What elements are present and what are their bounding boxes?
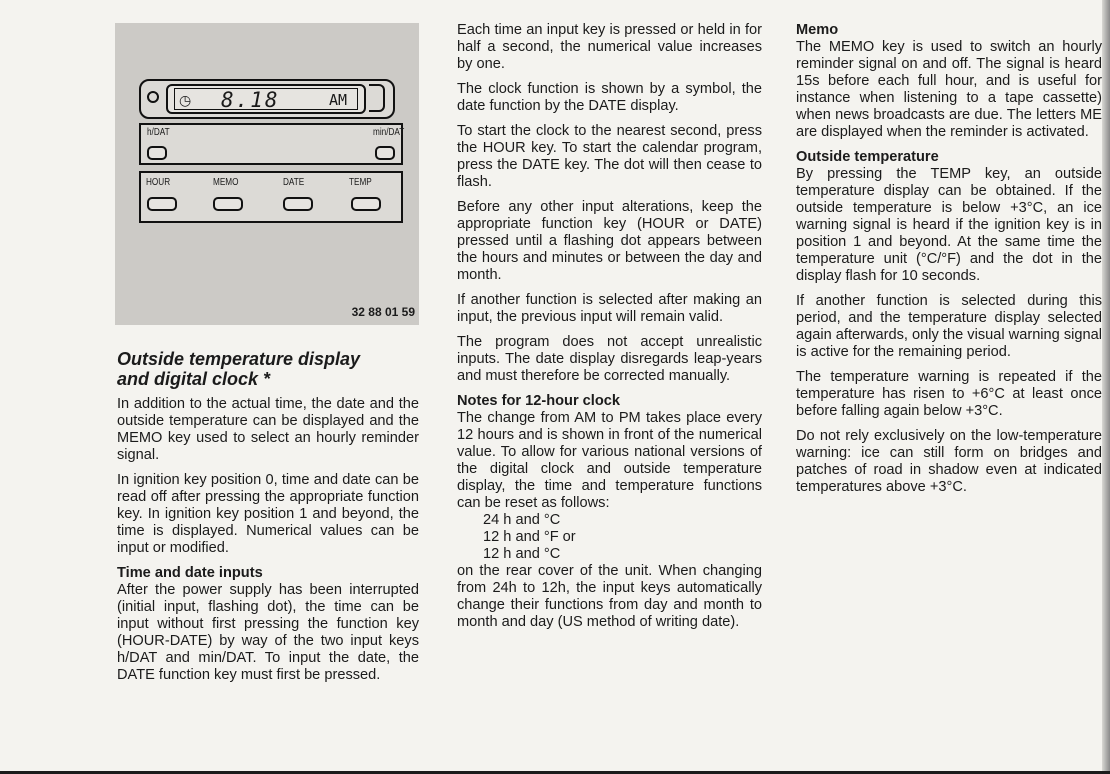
indicator-dot — [147, 91, 159, 103]
paragraph: The MEMO key is used to switch an hourly reminder signal on and off. The signal is heard 15s before each full hour, and is useful for instance when listening to a tape cassette) when news broadcasts are due. The letters ME are displayed when the reminder is activated. — [796, 39, 1102, 140]
lcd-time: 8.18 — [221, 88, 280, 112]
option: 12 h and °C — [483, 546, 561, 562]
paragraph: Do not rely exclusively on the low-temperature warning: ice can still form on bridges and patches of road in shadow even at indicated temperatures above +3°C. — [796, 428, 1102, 495]
clock-icon: ◷ — [179, 92, 192, 108]
paragraph: In ignition key position 0, time and date can be read off after pressing the appropriate function key. In ignition key position 1 and beyond, the time is displayed. Numerical values can be input or modified. — [117, 472, 419, 556]
outside-temperature-heading: Outside temperature — [796, 149, 939, 165]
memo-heading: Memo — [796, 22, 839, 38]
function-keys-frame — [139, 171, 403, 223]
paragraph: If another function is selected after making an input, the previous input will remain valid. — [457, 292, 762, 325]
paragraph: To start the clock to the nearest second, press the HOUR key. To start the calendar program, press the DATE key. The dot will then cease to flash. — [457, 123, 762, 190]
paragraph: The clock function is shown by a symbol, the date function by the DATE display. — [457, 81, 762, 114]
time-date-heading: Time and date inputs — [117, 565, 263, 581]
figure-code: 32 88 01 59 — [351, 305, 415, 319]
paragraph: Before any other input alterations, keep the appropriate function key (HOUR or DATE) pressed until a flashing dot appears between the hours and minutes or between the day and month. — [457, 199, 762, 283]
lcd-display — [139, 79, 395, 119]
lcd-window — [166, 84, 366, 114]
column-3 — [796, 22, 1102, 504]
paragraph: on the rear cover of the unit. When changing from 24h to 12h, the input keys automatically change their functions from day and month to month and day (US method of writing date). — [457, 563, 762, 630]
paragraph: By pressing the TEMP key, an outside temperature display can be obtained. If the outside temperature is below +3°C, an ice warning signal is heard if the ignition key is in position 1 and beyond. At the same time the temperature unit (°C/°F) and the dot in the display flash for 10 seconds. — [796, 166, 1102, 284]
memo-key[interactable] — [213, 197, 243, 211]
date-key[interactable] — [283, 197, 313, 211]
paragraph: If another function is selected during this period, and the temperature display selected again afterwards, only the visual warning signal is active for the remaining period. — [796, 293, 1102, 360]
option: 24 h and °C — [483, 512, 561, 528]
temp-key[interactable] — [351, 197, 381, 211]
paragraph: Each time an input key is pressed or held in for half a second, the numerical value increases by one. — [457, 22, 762, 72]
paragraph: In addition to the actual time, the date and the outside temperature can be displayed and the MEMO key used to select an hourly reminder signal. — [117, 396, 419, 463]
min-dat-label: min/DAT — [372, 127, 405, 138]
column-1 — [117, 396, 419, 692]
hour-label: HOUR — [146, 177, 171, 188]
paragraph: The program does not accept unrealistic inputs. The date display disregards leap-years and must therefore be corrected manually. — [457, 334, 762, 384]
min-dat-key[interactable] — [375, 146, 395, 160]
section-title-line2: and digital clock * — [117, 369, 271, 389]
section-title-line1: Outside temperature display — [117, 349, 361, 369]
column-2 — [457, 22, 762, 639]
lcd-stub — [369, 84, 385, 112]
h-dat-label: h/DAT — [147, 127, 170, 138]
date-label: DATE — [283, 177, 305, 188]
option: 12 h and °F or — [483, 529, 576, 545]
notes-options — [457, 512, 762, 563]
lcd-ampm: AM — [328, 91, 347, 109]
paragraph: The temperature warning is repeated if the temperature has risen to +6°C at least once before falling again below +3°C. — [796, 369, 1102, 419]
h-dat-key[interactable] — [147, 146, 167, 160]
temp-label: TEMP — [349, 177, 372, 188]
display-panel-figure — [115, 23, 419, 325]
paragraph: The change from AM to PM takes place every 12 hours and is shown in front of the numerical value. To allow for various national versions of the digital clock and outside temperature display, the time and temperature functions can be reset as follows: — [457, 410, 762, 511]
paragraph: After the power supply has been interrupted (initial input, flashing dot), the time can be input without first pressing the function key (HOUR-DATE) by way of the two input keys h/DAT and min/DAT. To input the date, the DATE function key must first be pressed. — [117, 582, 419, 683]
memo-label: MEMO — [213, 177, 239, 188]
input-keys-frame — [139, 123, 403, 165]
page-edge-shadow — [1102, 0, 1110, 774]
section-title — [117, 349, 417, 389]
hour-key[interactable] — [147, 197, 177, 211]
notes-heading: Notes for 12-hour clock — [457, 393, 620, 409]
